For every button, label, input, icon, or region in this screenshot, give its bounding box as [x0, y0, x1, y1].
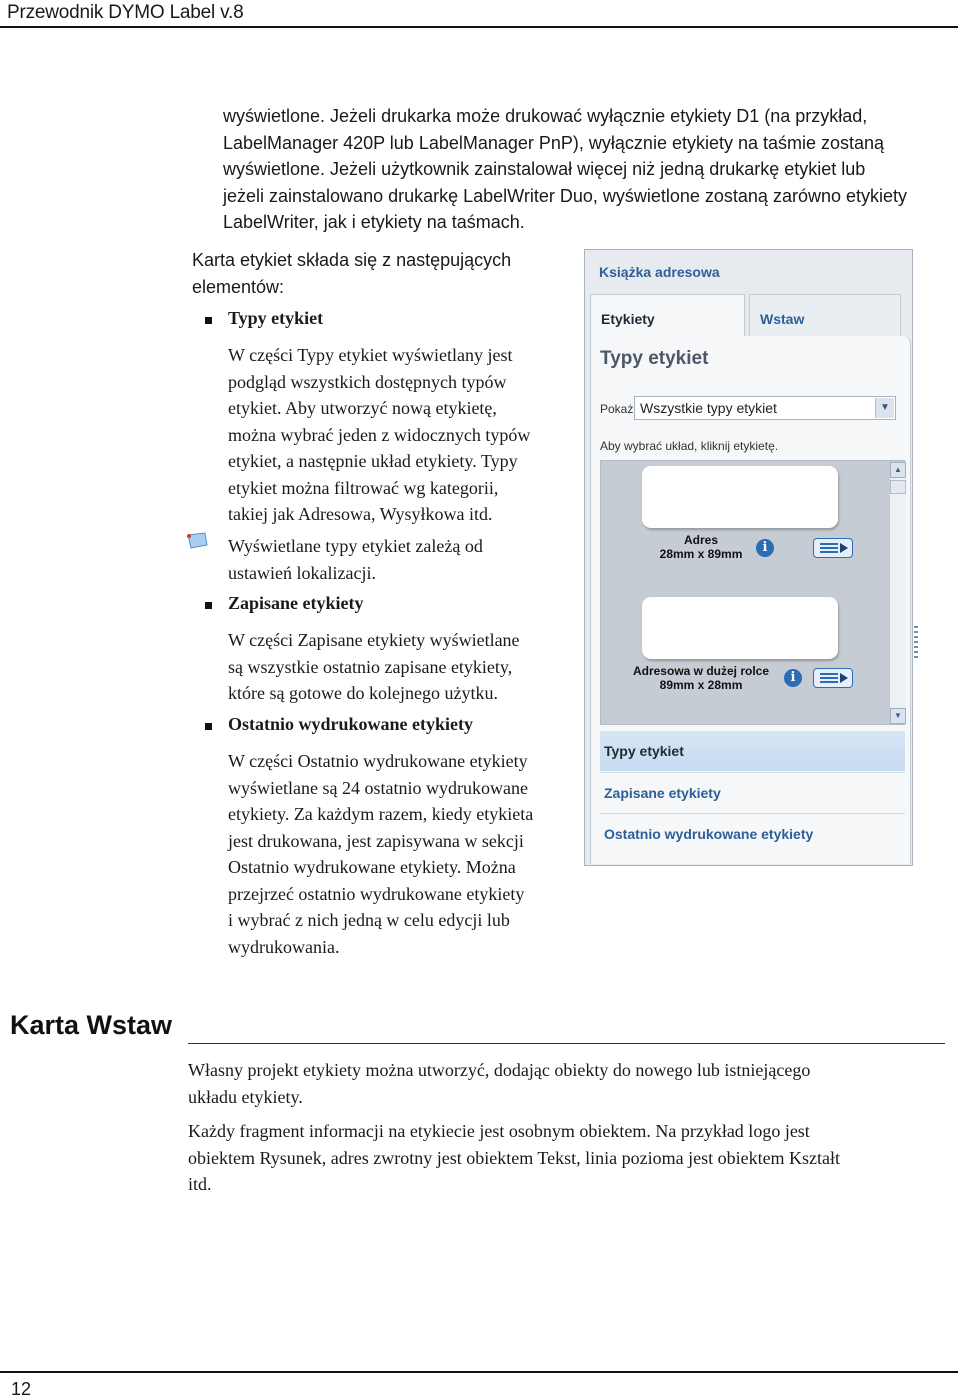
item-line: takiej jak Adresowa, Wysyłkowa itd. [228, 504, 493, 524]
info-icon[interactable]: i [784, 669, 802, 687]
labels-panel-screenshot [584, 249, 913, 866]
item-recent-labels [228, 714, 578, 735]
item-label-types [228, 308, 578, 329]
document-header-title: Przewodnik DYMO Label v.8 [7, 2, 244, 23]
item-line: W części Typy etykiet wyświetlany jest [228, 345, 513, 365]
label-caption [641, 533, 761, 561]
note-line: Wyświetlane typy etykiet zależą od [228, 536, 483, 556]
nav-saved-labels[interactable]: Zapisane etykiety [600, 772, 905, 812]
panel-content [590, 336, 911, 864]
bullet-icon [205, 602, 212, 609]
section-line: itd. [188, 1174, 212, 1194]
layout-hint: Aby wybrać układ, kliknij etykietę. [600, 439, 779, 453]
item-title: Zapisane etykiety [228, 593, 364, 613]
note-line: ustawień lokalizacji. [228, 562, 376, 583]
list-lines-icon [820, 543, 838, 553]
item-line: podgląd wszystkich dostępnych typów [228, 371, 507, 392]
section-line: Każdy fragment informacji na etykiecie jest osobnym obiektem. Na przykład logo jest [188, 1121, 810, 1141]
item-note [228, 533, 578, 586]
item-line: które są gotowe do kolejnego użytku. [228, 683, 498, 703]
section-paragraph [188, 1118, 943, 1198]
item-line: i wybrać z nich jedną w celu edycji lub [228, 910, 510, 930]
item-line: można wybrać jeden z widocznych typów [228, 424, 531, 445]
item-description [228, 342, 578, 528]
section-line: Własny projekt etykiety można utworzyć, dodając obiekty do nowego lub istniejącego [188, 1060, 811, 1080]
item-title: Typy etykiet [228, 308, 324, 328]
tab-labels[interactable]: Etykiety [590, 294, 745, 336]
item-line: jest drukowana, jest zapisywana w sekcji [228, 830, 524, 851]
item-line: etykiety. Za każdym razem, kiedy etykieta [228, 804, 534, 824]
intro-line: LabelWriter, jak i etykiety na taśmach. [223, 212, 525, 232]
bullet-icon [205, 723, 212, 730]
label-size: 89mm x 28mm [659, 678, 743, 692]
label-name: Adres [683, 533, 718, 547]
item-line: są wszystkie ostatnio zapisane etykiety, [228, 656, 513, 677]
chevron-down-icon[interactable]: ▼ [875, 398, 894, 418]
note-icon [186, 532, 208, 549]
bullet-icon [205, 317, 212, 324]
section-line: obiektem Rysunek, adres zwrotny jest obiektem Tekst, linia pozioma jest obiektem Kształt [188, 1147, 841, 1168]
header-rule [0, 26, 958, 28]
nav-recent-labels[interactable]: Ostatnio wydrukowane etykiety [600, 813, 905, 853]
arrow-right-icon [840, 673, 848, 683]
intro-line: LabelManager 420P lub LabelManager PnP), wyłącznie etykiety na taśmie zostaną [223, 132, 885, 153]
item-description [228, 748, 578, 960]
label-type-list [600, 460, 905, 725]
item-line: wydrukowania. [228, 936, 340, 957]
item-line: etykiet można filtrować wg kategorii, [228, 477, 499, 498]
scroll-thumb[interactable] [890, 480, 906, 494]
intro-line: jeżeli zainstalowano drukarkę LabelWriter Duo, wyświetlone zostaną zarówno etykiety [223, 185, 907, 206]
item-line: W części Zapisane etykiety wyświetlane [228, 630, 520, 650]
item-line: wyświetlane są 24 ostatnio wydrukowane [228, 777, 528, 798]
tab-insert[interactable]: Wstaw [749, 294, 901, 336]
add-layout-icon[interactable] [813, 538, 853, 558]
arrow-right-icon [840, 543, 848, 553]
section-paragraph [188, 1057, 943, 1110]
label-size: 28mm x 89mm [659, 547, 743, 561]
item-line: Ostatnio wydrukowane etykiety. Można [228, 857, 516, 877]
footer-rule [0, 1371, 958, 1373]
lead-paragraph [192, 247, 562, 301]
item-title: Ostatnio wydrukowane etykiety [228, 714, 474, 734]
label-preview-card[interactable] [642, 597, 838, 659]
item-saved-labels [228, 593, 578, 614]
intro-line: wyświetlone. Jeżeli drukarka może drukować wyłącznie etykiety D1 (na przykład, [223, 106, 868, 126]
filter-selected-value: Wszystkie typy etykiet [640, 400, 777, 416]
page-number: 12 [11, 1379, 32, 1399]
item-line: W części Ostatnio wydrukowane etykiety [228, 751, 528, 771]
item-description [228, 627, 578, 707]
label-preview-card[interactable] [642, 466, 838, 528]
scroll-up-icon[interactable]: ▲ [890, 462, 906, 478]
address-book-link[interactable]: Książka adresowa [599, 264, 720, 280]
filter-label: Pokaż [600, 402, 634, 416]
section-line: układu etykiety. [188, 1086, 303, 1107]
section-title: Karta Wstaw [10, 1010, 173, 1040]
list-scrollbar[interactable] [890, 462, 906, 724]
item-line: etykiet, a następnie układ etykiety. Typy [228, 451, 518, 471]
label-type-filter-select[interactable] [634, 396, 896, 420]
label-name: Adresowa w dużej rolce [632, 664, 770, 678]
item-line: etykiet. Aby utworzyć nową etykietę, [228, 398, 497, 418]
add-layout-icon[interactable] [813, 668, 853, 688]
label-caption [611, 664, 791, 692]
info-icon[interactable]: i [756, 539, 774, 557]
lead-line: elementów: [192, 277, 285, 297]
nav-label-types[interactable]: Typy etykiet [600, 731, 905, 771]
list-lines-icon [820, 673, 838, 683]
item-line: przejrzeć ostatnio wydrukowane etykiety [228, 883, 525, 904]
scroll-down-icon[interactable]: ▼ [890, 708, 906, 724]
intro-paragraph [223, 103, 948, 236]
panel-heading: Typy etykiet [600, 348, 709, 369]
resize-grip-icon[interactable] [914, 626, 918, 658]
section-rule [188, 1043, 945, 1044]
lead-line: Karta etykiet składa się z następujących [192, 250, 512, 270]
intro-line: wyświetlone. Jeżeli użytkownik zainstalował więcej niż jedną drukarkę etykiet lub [223, 159, 866, 179]
